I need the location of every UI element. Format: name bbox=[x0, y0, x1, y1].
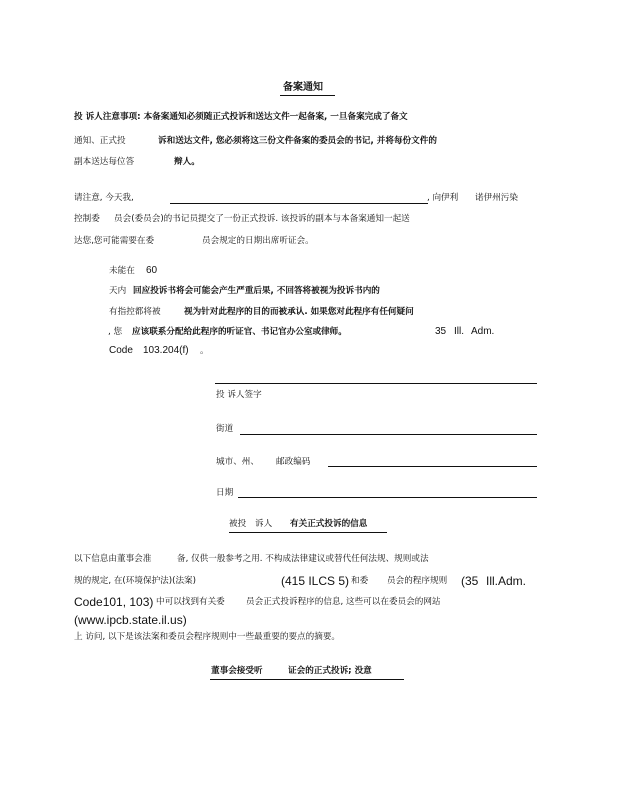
info-heading-c: 有关正式投诉的信息 bbox=[290, 519, 368, 529]
info-code-ref: Code101, 103) bbox=[74, 595, 154, 609]
notice-line-3a: 达您,您可能需要在委 bbox=[74, 236, 155, 246]
intro-line-1: 投 诉人注意事项: 本备案通知必须随正式投诉和送达文件一起备案, 一旦备案完成了备文 bbox=[74, 112, 408, 122]
warning-line-3b: 视为针对此程序的目的而被承认. 如果您对此程序有任何疑问 bbox=[184, 307, 414, 317]
citation-35: 35 bbox=[435, 326, 447, 337]
notice-line-2b: 员会(委员会)的书记员提交了一份正式投诉. 该投诉的副本与本备案通知一起送 bbox=[114, 214, 410, 224]
bottom-heading-b: 证会的正式投诉; 没意 bbox=[288, 666, 372, 676]
zip-label: 邮政编码 bbox=[276, 457, 311, 467]
info-35: (35 bbox=[461, 574, 479, 588]
signer-label: 投 诉人签字 bbox=[216, 390, 262, 400]
intro-line-2a: 通知、正式投 bbox=[74, 136, 126, 146]
city-state-label: 城市、州、 bbox=[216, 457, 259, 467]
page-title: 备案通知 bbox=[283, 82, 323, 93]
info-line-2c: 和委 bbox=[351, 576, 369, 586]
warning-line-4a: , 您 bbox=[108, 327, 123, 337]
city-zip-line bbox=[328, 466, 537, 467]
info-heading-b: 诉人 bbox=[255, 519, 273, 529]
citation-ill: Ill. bbox=[454, 326, 464, 337]
info-ilcs: (415 ILCS 5) bbox=[281, 574, 350, 588]
intro-line-2b: 诉和送达文件, 您必须将这三份文件备案的委员会的书记, 并将每份文件的 bbox=[158, 136, 437, 146]
info-line-3c: 员会正式投诉程序的信息, 这些可以在委员会的网站 bbox=[246, 597, 441, 607]
citation-period: 。 bbox=[200, 346, 209, 356]
notice-line-1a: 请注意, 今天我, bbox=[74, 193, 134, 203]
info-line-5: 上 访问, 以下是该法案和委员会程序规则中一些最重要的要点的摘要。 bbox=[74, 632, 341, 642]
info-website: (www.ipcb.state.il.us) bbox=[74, 613, 187, 627]
signature-line bbox=[215, 383, 537, 384]
info-line-1b: 备, 仅供一般参考之用. 不构成法律建议或替代任何法规、规则或法 bbox=[177, 554, 429, 564]
info-line-2a: 规的规定, 在(环境保护法)(法案) bbox=[74, 576, 196, 586]
warning-line-2b: 回应投诉书将会可能会产生严重后果, 不回答将被视为投诉书内的 bbox=[133, 286, 380, 296]
bottom-heading-a: 董事会接受听 bbox=[211, 666, 263, 676]
info-line-2d: 员会的程序规则 bbox=[387, 576, 448, 586]
title-underline bbox=[280, 95, 335, 96]
warning-line-4b: 应该联系分配给此程序的听证官、书记官办公室或律师。 bbox=[132, 327, 347, 337]
info-line-1a: 以下信息由董事会准 bbox=[74, 554, 152, 564]
street-label: 街道 bbox=[216, 424, 234, 434]
date-label: 日期 bbox=[216, 488, 234, 498]
warning-days: 60 bbox=[146, 265, 158, 276]
bottom-heading-underline bbox=[210, 679, 404, 680]
date-line bbox=[238, 497, 537, 498]
citation-code: Code bbox=[109, 345, 133, 356]
warning-line-2a: 天内 bbox=[109, 286, 127, 296]
citation-adm: Adm. bbox=[471, 326, 495, 337]
notice-line-3b: 员会规定的日期出席听证会。 bbox=[202, 236, 314, 246]
street-line bbox=[240, 434, 537, 435]
warning-line-3a: 有指控都将被 bbox=[109, 307, 161, 317]
info-heading-underline bbox=[229, 532, 387, 533]
notice-line-1b: , 向伊利 bbox=[427, 193, 459, 203]
info-heading-a: 被投 bbox=[229, 519, 247, 529]
notice-line-1c: 诺伊州污染 bbox=[475, 193, 518, 203]
notice-line-2a: 控制委 bbox=[74, 214, 100, 224]
complainant-name-blank bbox=[170, 203, 428, 204]
intro-line-3a: 副本送达每位答 bbox=[74, 157, 135, 167]
warning-line-1a: 未能在 bbox=[109, 266, 135, 276]
intro-line-3b: 辩人。 bbox=[174, 157, 200, 167]
info-line-3b: 中可以找到有关委 bbox=[156, 597, 225, 607]
citation-section: 103.204(f) bbox=[143, 345, 189, 356]
info-ill-adm: Ill.Adm. bbox=[486, 574, 527, 588]
